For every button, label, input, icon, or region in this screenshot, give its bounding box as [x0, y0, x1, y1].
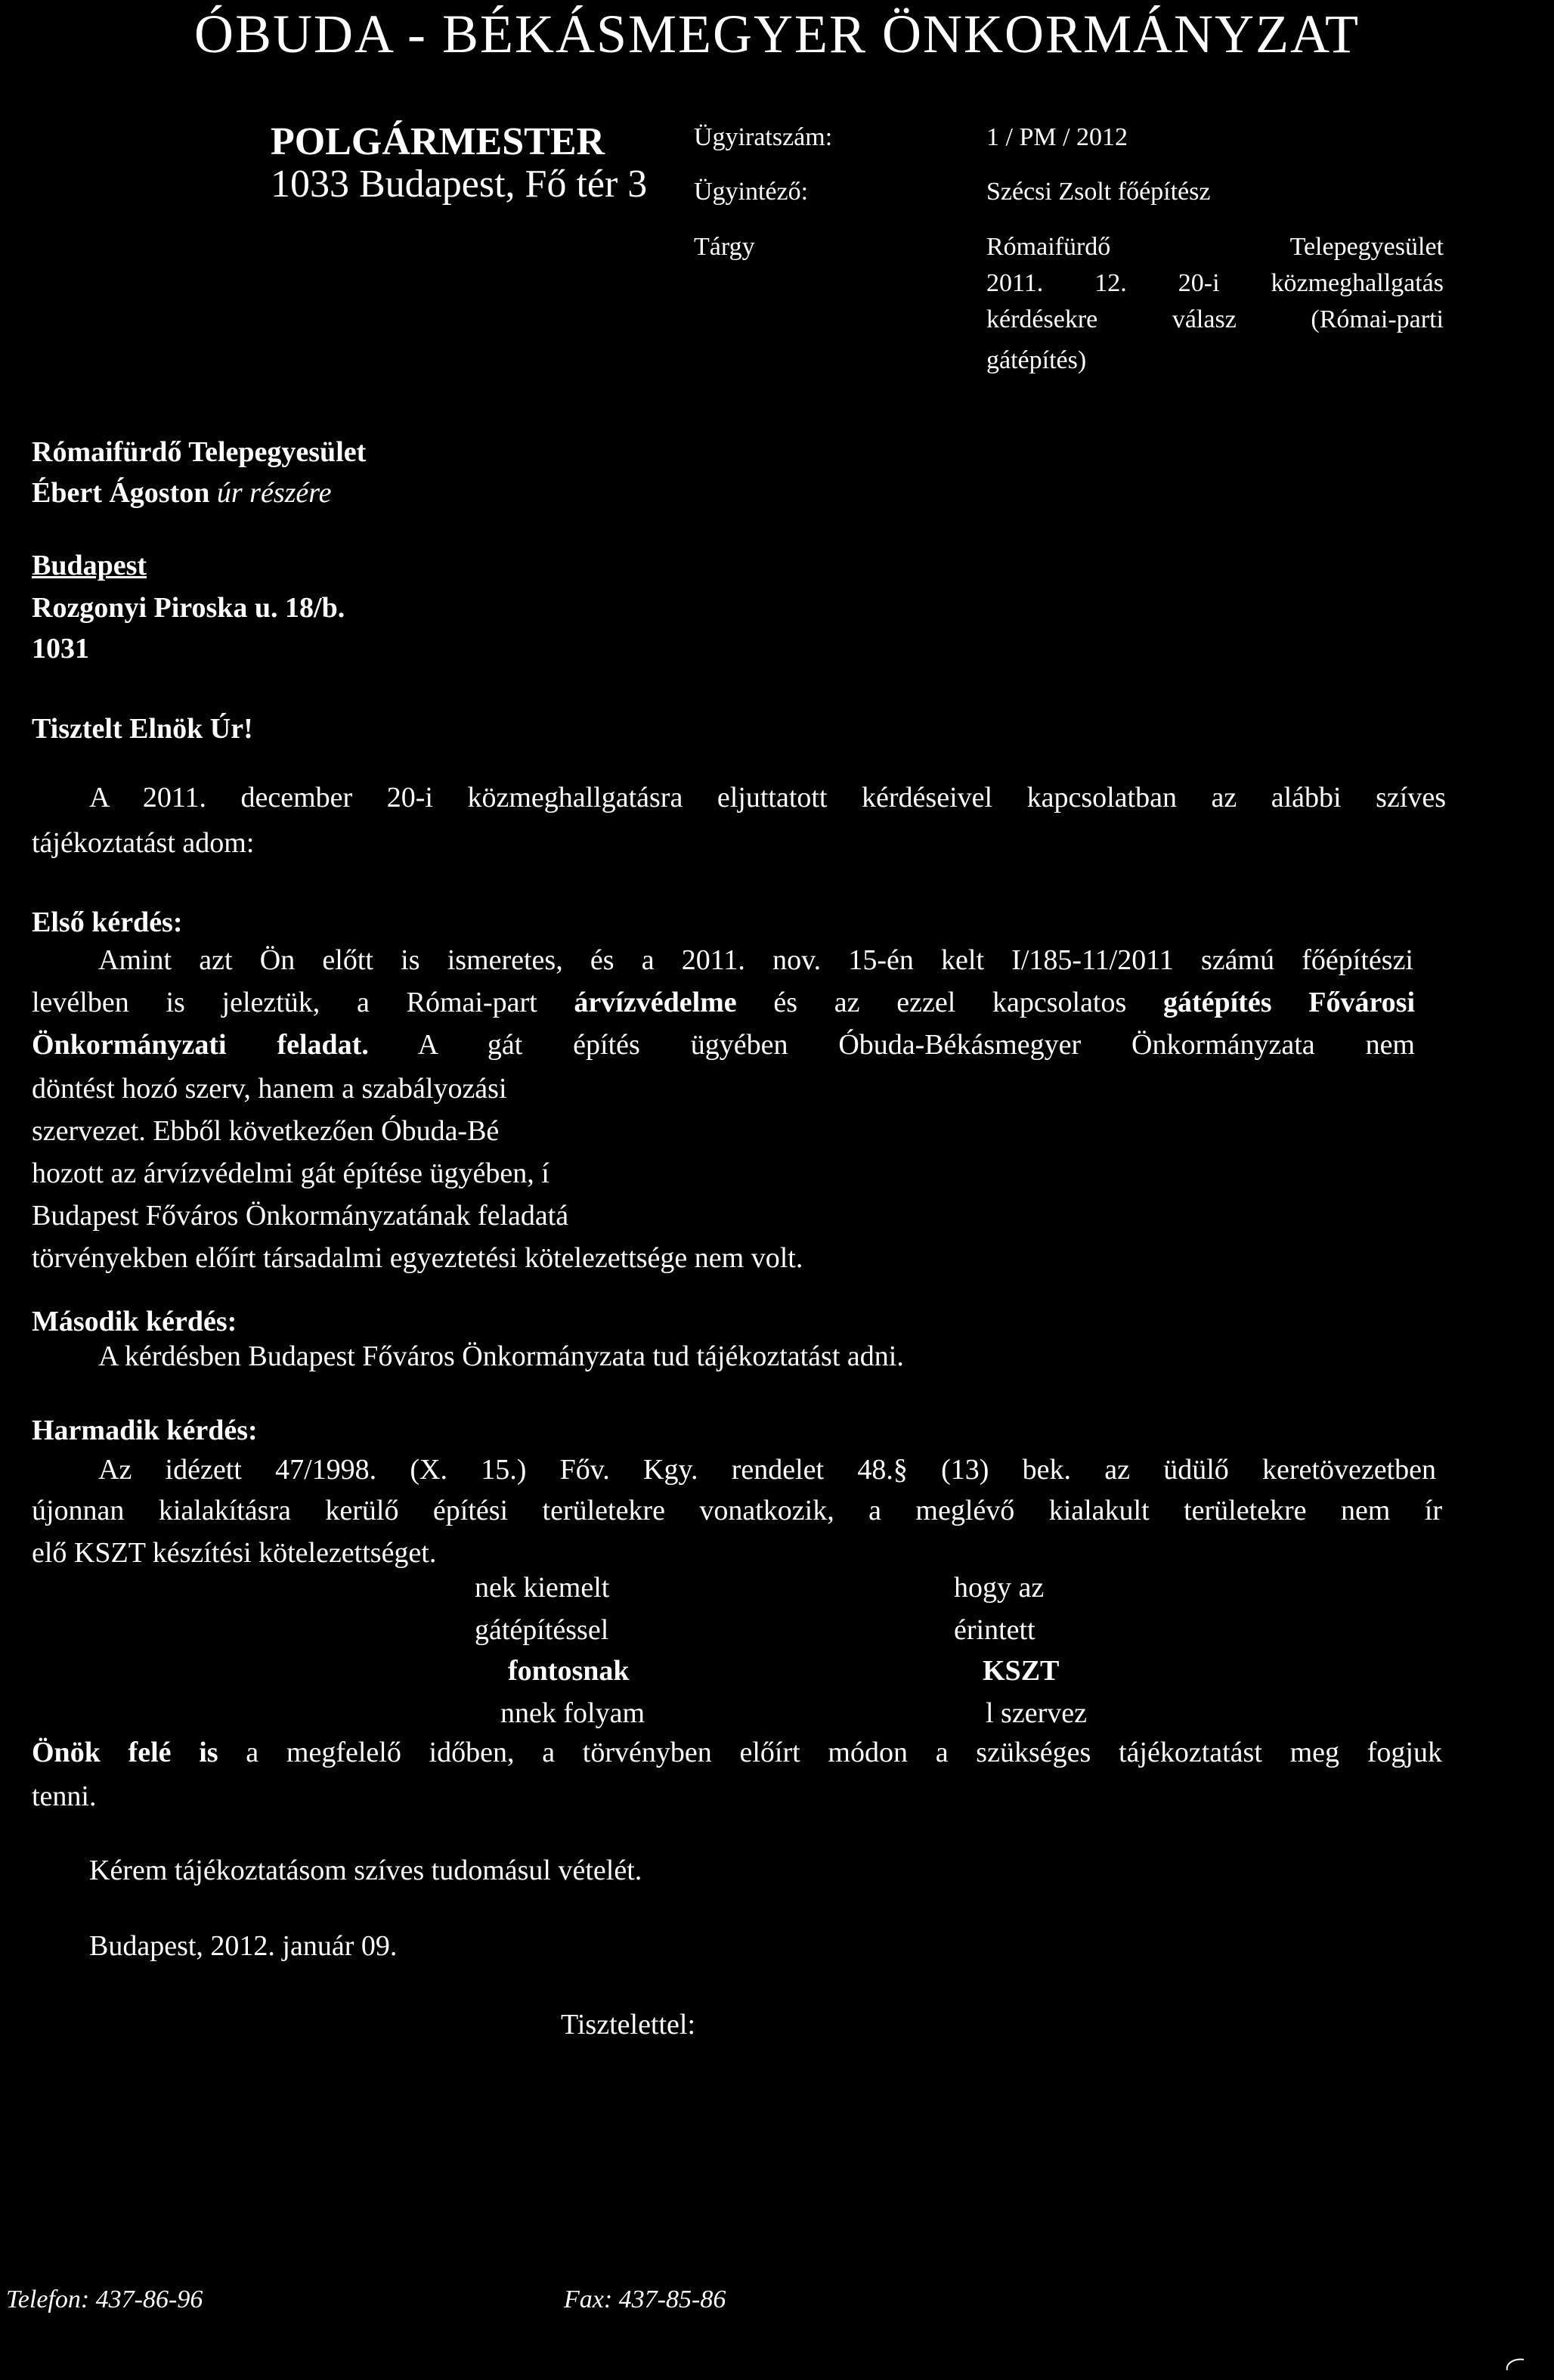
handler-label: Ügyintéző:	[694, 178, 809, 206]
office-address: 1033 Budapest, Fő tér 3	[271, 163, 648, 206]
text-fragment-bold: Önök felé is	[32, 1737, 218, 1768]
text-fragment-bold: árvízvédelme	[574, 987, 737, 1018]
question-1-line: Budapest Főváros Önkormányzatának feladatá	[32, 1200, 569, 1232]
closing-request: Kérem tájékoztatásom szíves tudomásul vételét.	[89, 1855, 642, 1886]
footer-phone: Telefon: 437-86-96	[6, 2285, 203, 2313]
handler-name: Szécsi Zsolt főépítész	[986, 178, 1211, 206]
subject-line: Rómaifürdő Telepegyesület	[986, 233, 1444, 261]
subject-line: gátépítés)	[986, 346, 1087, 374]
recipient-street: Rozgonyi Piroska u. 18/b.	[32, 592, 345, 624]
fragment-right: KSZT	[983, 1655, 1060, 1687]
fragment-right: l szervez	[986, 1697, 1087, 1729]
fragment-left: fontosnak	[508, 1655, 630, 1687]
text-fragment-bold: gátépítés Fővárosi	[1163, 987, 1416, 1018]
recipient-name-line	[32, 475, 332, 511]
question-3-line: Az idézett 47/1998. (X. 15.) Főv. Kgy. rendelet 48.§ (13) bek. az üdülő keretövezetben	[98, 1454, 1436, 1486]
text-fragment: és az ezzel kapcsolatos	[736, 987, 1164, 1018]
question-2-heading: Második kérdés:	[32, 1306, 237, 1337]
case-number-label: Ügyiratszám:	[694, 123, 833, 151]
text-fragment: a megfelelő időben, a törvényben előírt módon a szükséges tájékoztatást meg fogjuk	[218, 1737, 1442, 1768]
question-1-line: szervezet. Ebből következően Óbuda-Bé	[32, 1115, 500, 1147]
question-3-line: elő KSZT készítési kötelezettséget.	[32, 1537, 437, 1569]
municipality-title: ÓBUDA - BÉKÁSMEGYER ÖNKORMÁNYZAT	[193, 4, 1361, 64]
salutation: Tisztelt Elnök Úr!	[32, 713, 253, 745]
recipient-name: Ébert Ágoston	[32, 477, 210, 509]
intro-line: tájékoztatást adom:	[32, 827, 255, 859]
question-1-line	[32, 980, 1415, 1025]
intro-line: A 2011. december 20-i közmeghallgatásra eljuttatott kérdéseivel kapcsolatban az alábbi szíves	[89, 782, 1446, 813]
recipient-zip: 1031	[32, 633, 89, 665]
question-1-line: hozott az árvízvédelmi gát építése ügyében, í	[32, 1157, 549, 1189]
footer-fax: Fax: 437-85-86	[564, 2285, 726, 2313]
question-3-line: újonnan kialakításra kerülő építési területekre vonatkozik, a meglévő kialakult területekre nem ír	[32, 1495, 1442, 1526]
question-3-heading: Harmadik kérdés:	[32, 1415, 258, 1446]
fragment-left: nek kiemelt	[475, 1572, 610, 1604]
fragment-left: gátépítéssel	[475, 1614, 609, 1646]
fragment-left: nnek folyam	[500, 1697, 645, 1729]
office-title: POLGÁRMESTER	[271, 120, 605, 163]
recipient-organization: Rómaifürdő Telepegyesület	[32, 436, 367, 468]
question-3-closing-line	[32, 1730, 1442, 1775]
subject-line: 2011. 12. 20-i közmeghallgatás	[986, 269, 1444, 297]
fragment-right: hogy az	[954, 1572, 1045, 1604]
question-3-closing-line: tenni.	[32, 1780, 97, 1812]
recipient-name-suffix: úr részére	[216, 477, 332, 509]
fragment-right: érintett	[954, 1614, 1035, 1646]
question-1-line: törvényekben előírt társadalmi egyeztetési kötelezettsége nem volt.	[32, 1242, 803, 1274]
closing-regards: Tisztelettel:	[561, 2009, 696, 2041]
text-fragment: levélben is jeleztük, a Római-part	[32, 987, 574, 1018]
question-1-line	[32, 1022, 1415, 1068]
text-fragment-bold: Önkormányzati feladat.	[32, 1029, 369, 1061]
question-1-line: döntést hozó szerv, hanem a szabályozási	[32, 1073, 507, 1105]
closing-date: Budapest, 2012. január 09.	[89, 1930, 398, 1962]
subject-label: Tárgy	[694, 233, 755, 261]
question-1-line: Amint azt Ön előtt is ismeretes, és a 2011. nov. 15-én kelt I/185-11/2011 számú főépítészi	[98, 944, 1413, 976]
recipient-city: Budapest	[32, 550, 147, 581]
text-fragment: A gát építés ügyében Óbuda-Békásmegyer Önkormányzata nem	[368, 1029, 1415, 1061]
subject-line: kérdésekre válasz (Római-parti	[986, 305, 1444, 333]
question-1-heading: Első kérdés:	[32, 906, 183, 938]
pen-mark-icon	[1504, 2355, 1527, 2373]
case-number: 1 / PM / 2012	[986, 123, 1128, 151]
question-2-text: A kérdésben Budapest Főváros Önkormányzata tud tájékoztatást adni.	[98, 1340, 904, 1372]
